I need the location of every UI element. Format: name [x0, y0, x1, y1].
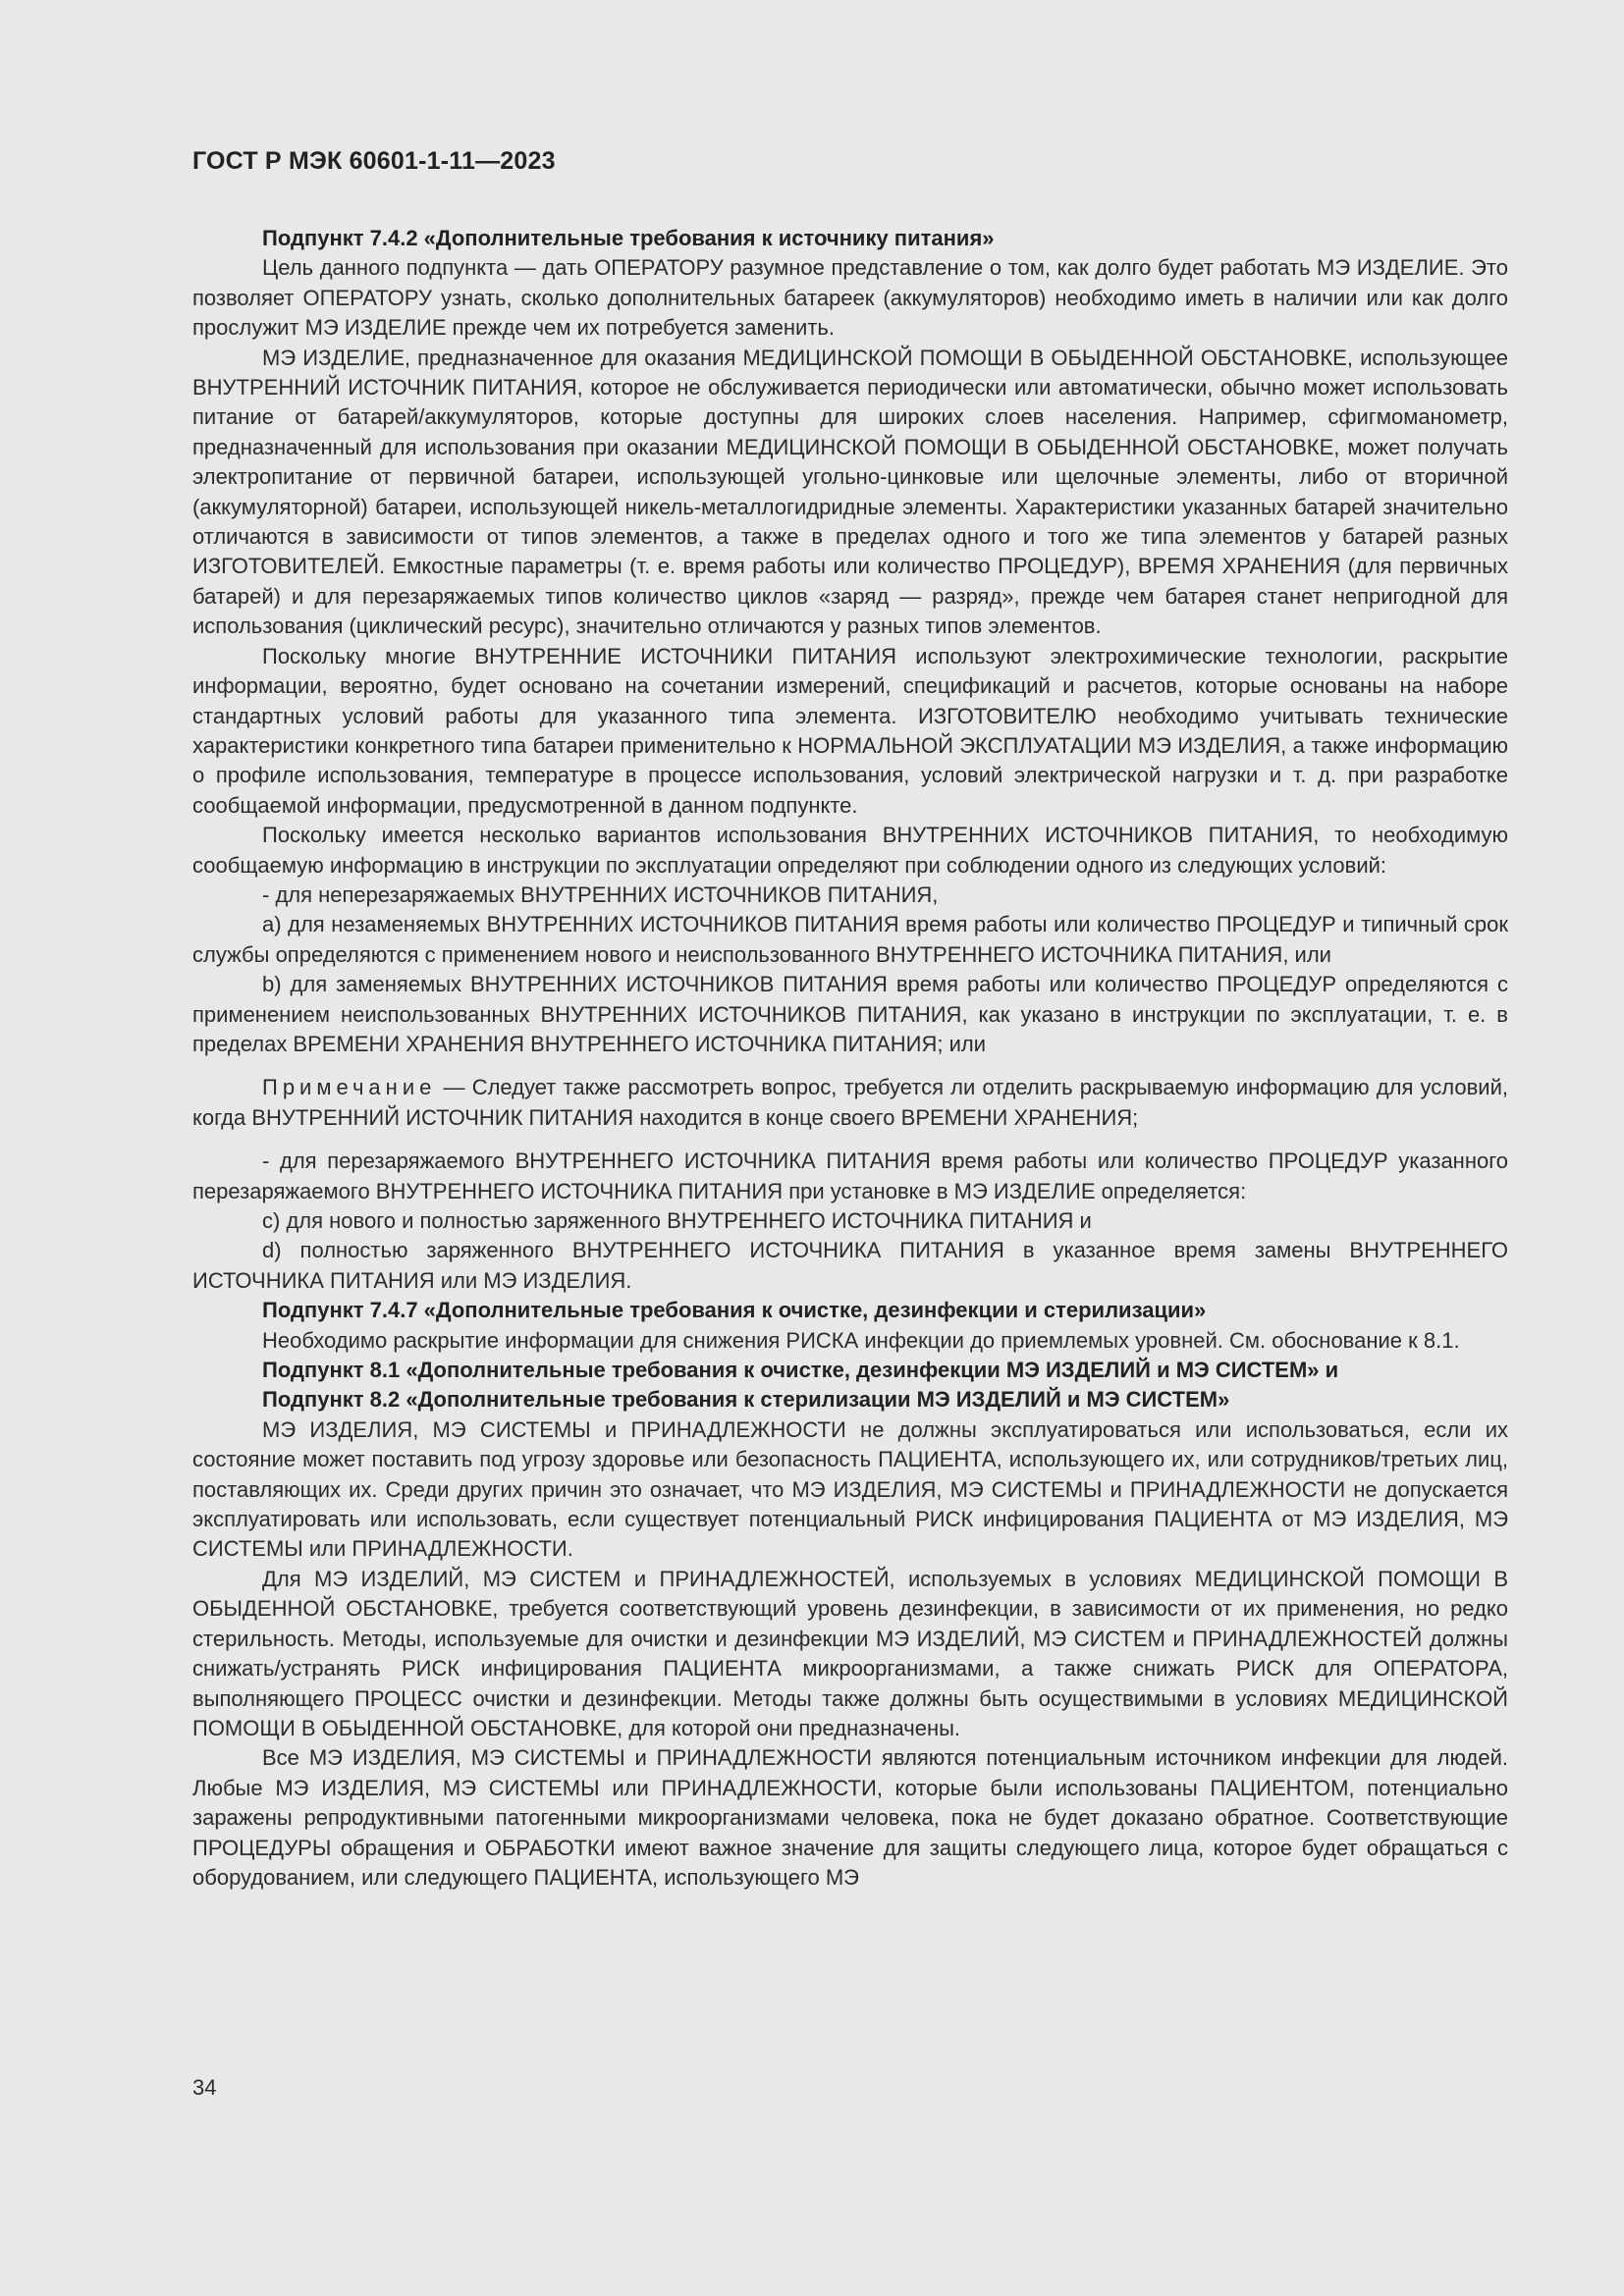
subclause-heading: Подпункт 8.1 «Дополнительные требования к очистке, дезинфекции МЭ ИЗДЕЛИЙ и МЭ СИСТЕМ» и: [262, 1358, 1339, 1383]
list-item: c) для нового и полностью заряженного ВНУТРЕННЕГО ИСТОЧНИКА ПИТАНИЯ и: [262, 1208, 1092, 1233]
list-item: d) полностью заряженного ВНУТРЕННЕГО ИСТОЧНИКА ПИТАНИЯ в указанное время замены ВНУТРЕННЕГО ИСТОЧНИКА ПИТАНИЯ или МЭ ИЗДЕЛИЯ.: [192, 1238, 1508, 1293]
subclause-heading: Подпункт 7.4.7 «Дополнительные требования к очистке, дезинфекции и стерилизации»: [262, 1298, 1207, 1323]
paragraph: Поскольку имеется несколько вариантов использования ВНУТРЕННИХ ИСТОЧНИКОВ ПИТАНИЯ, то необходимую сообщаемую информацию в инструкции по эксплуатации определяют при соблюдении одного из следующих условий:: [192, 823, 1508, 878]
list-item: - для неперезаряжаемых ВНУТРЕННИХ ИСТОЧНИКОВ ПИТАНИЯ,: [262, 881, 939, 907]
subclause-heading: Подпункт 8.2 «Дополнительные требования к стерилизации МЭ ИЗДЕЛИЙ и МЭ СИСТЕМ»: [262, 1387, 1230, 1413]
paragraph: Необходимо раскрытие информации для снижения РИСКА инфекции до приемлемых уровней. См. обоснование к 8.1.: [262, 1327, 1460, 1353]
list-item: a) для незаменяемых ВНУТРЕННИХ ИСТОЧНИКОВ ПИТАНИЯ время работы или количество ПРОЦЕДУР и типичный срок службы определяются с применением нового и неиспользованного ВНУТРЕННЕГО ИСТОЧНИКА ПИТАНИЯ, или: [192, 912, 1508, 967]
list-item: - для перезаряжаемого ВНУТРЕННЕГО ИСТОЧНИКА ПИТАНИЯ время работы или количество ПРОЦЕДУР указанного перезаряжаемого ВНУТРЕННЕГО ИСТОЧНИКА ПИТАНИЯ при установке в МЭ ИЗДЕЛИЕ определяется:: [192, 1148, 1508, 1203]
paragraph: Для МЭ ИЗДЕЛИЙ, МЭ СИСТЕМ и ПРИНАДЛЕЖНОСТЕЙ, используемых в условиях МЕДИЦИНСКОЙ ПОМОЩИ В ОБЫДЕННОЙ ОБСТАНОВКЕ, требуется соответствующий уровень дезинфекции, в зависимости от их применения, но редко стерильность. Методы, используемые для очистки и дезинфекции МЭ ИЗДЕЛИЙ, МЭ СИСТЕМ и ПРИНАДЛЕЖНОСТЕЙ должны снижать/устранять РИСК инфицирования ПАЦИЕНТА микроорганизмами, а также снижать РИСК для ОПЕРАТОРА, выполняющего ПРОЦЕСС очистки и дезинфекции. Методы также должны быть осуществимыми в условиях МЕДИЦИНСКОЙ ПОМОЩИ В ОБЫДЕННОЙ ОБСТАНОВКЕ, для которой они предназначены.: [192, 1566, 1508, 1740]
note: [192, 1073, 1508, 1133]
paragraph: Поскольку многие ВНУТРЕННИЕ ИСТОЧНИКИ ПИТАНИЯ используют электрохимические технологии, раскрытие информации, вероятно, будет основано на сочетании измерений, спецификаций и расчетов, которые основаны на наборе стандартных условий работы для указанного типа элемента. ИЗГОТОВИТЕЛЮ необходимо учитывать технические характеристики конкретного типа батареи применительно к НОРМАЛЬНОЙ ЭКСПЛУАТАЦИИ МЭ ИЗДЕЛИЯ, а также информацию о профиле использования, температуре в процессе использования, условий электрической нагрузки и т. д. при разработке сообщаемой информации, предусмотренной в данном подпункте.: [192, 643, 1508, 818]
document-body: [192, 224, 1508, 1893]
note-label: Примечание: [262, 1075, 437, 1100]
paragraph: Цель данного подпункта — дать ОПЕРАТОРУ разумное представление о том, как долго будет работать МЭ ИЗДЕЛИЕ. Это позволяет ОПЕРАТОРУ узнать, сколько дополнительных батареек (аккумуляторов) необходимо иметь в наличии или как долго прослужит МЭ ИЗДЕЛИЕ прежде чем их потребуется заменить.: [192, 255, 1508, 341]
list-item: b) для заменяемых ВНУТРЕННИХ ИСТОЧНИКОВ ПИТАНИЯ время работы или количество ПРОЦЕДУР определяются с применением неиспользованных ВНУТРЕННИХ ИСТОЧНИКОВ ПИТАНИЯ, как указано в инструкции по эксплуатации, т. е. в пределах ВРЕМЕНИ ХРАНЕНИЯ ВНУТРЕННЕГО ИСТОЧНИКА ПИТАНИЯ; или: [192, 972, 1508, 1056]
subclause-heading: Подпункт 7.4.2 «Дополнительные требования к источнику питания»: [262, 226, 995, 250]
paragraph: МЭ ИЗДЕЛИЯ, МЭ СИСТЕМЫ и ПРИНАДЛЕЖНОСТИ не должны эксплуатироваться или использоваться, если их состояние может поставить под угрозу здоровье или безопасность ПАЦИЕНТА, использующего их, или сотрудников/третьих лиц, поставляющих их. Среди других причин это означает, что МЭ ИЗДЕЛИЯ, МЭ СИСТЕМЫ и ПРИНАДЛЕЖНОСТИ не допускается эксплуатировать или использовать, если существует потенциальный РИСК инфицирования ПАЦИЕНТА от МЭ ИЗДЕЛИЯ, МЭ СИСТЕМЫ или ПРИНАДЛЕЖНОСТИ.: [192, 1416, 1508, 1562]
paragraph: МЭ ИЗДЕЛИЕ, предназначенное для оказания МЕДИЦИНСКОЙ ПОМОЩИ В ОБЫДЕННОЙ ОБСТАНОВКЕ, использующее ВНУТРЕННИЙ ИСТОЧНИК ПИТАНИЯ, которое не обслуживается периодически или автоматически, обычно может использовать питание от батарей/аккумуляторов, которые доступны для широких слоев населения. Например, сфигмоманометр, предназначенный для использования при оказании МЕДИЦИНСКОЙ ПОМОЩИ В ОБЫДЕННОЙ ОБСТАНОВКЕ, может получать электропитание от первичной батареи, использующей угольно-цинковые или щелочные элементы, либо от вторичной (аккумуляторной) батареи, использующей никель-металлогидридные элементы. Характеристики указанных батарей значительно отличаются в зависимости от типов элементов, а также в пределах одного и того же типа элементов у батарей разных ИЗГОТОВИТЕЛЕЙ. Емкостные параметры (т. е. время работы или количество ПРОЦЕДУР), ВРЕМЯ ХРАНЕНИЯ (для первичных батарей) и для перезаряжаемых типов количество циклов «заряд — разряд», прежде чем батарея станет непригодной для использования (циклический ресурс), значительно отличаются у разных типов элементов.: [192, 345, 1508, 639]
page-number: 34: [192, 2075, 217, 2100]
note-text: — Следует также рассмотреть вопрос, требуется ли отделить раскрываемую информацию для условий, когда ВНУТРЕННИЙ ИСТОЧНИК ПИТАНИЯ находится в конце своего ВРЕМЕНИ ХРАНЕНИЯ;: [192, 1075, 1508, 1130]
document-header: ГОСТ Р МЭК 60601-1-11—2023: [192, 147, 556, 175]
paragraph: Все МЭ ИЗДЕЛИЯ, МЭ СИСТЕМЫ и ПРИНАДЛЕЖНОСТИ являются потенциальным источником инфекции для людей. Любые МЭ ИЗДЕЛИЯ, МЭ СИСТЕМЫ или ПРИНАДЛЕЖНОСТИ, которые были использованы ПАЦИЕНТОМ, потенциально заражены репродуктивными патогенными микроорганизмами человека, пока не будет доказано обратное. Соответствующие ПРОЦЕДУРЫ обращения и ОБРАБОТКИ имеют важное значение для защиты следующего лица, которое будет обращаться с оборудованием, или следующего ПАЦИЕНТА, использующего МЭ: [192, 1745, 1508, 1890]
